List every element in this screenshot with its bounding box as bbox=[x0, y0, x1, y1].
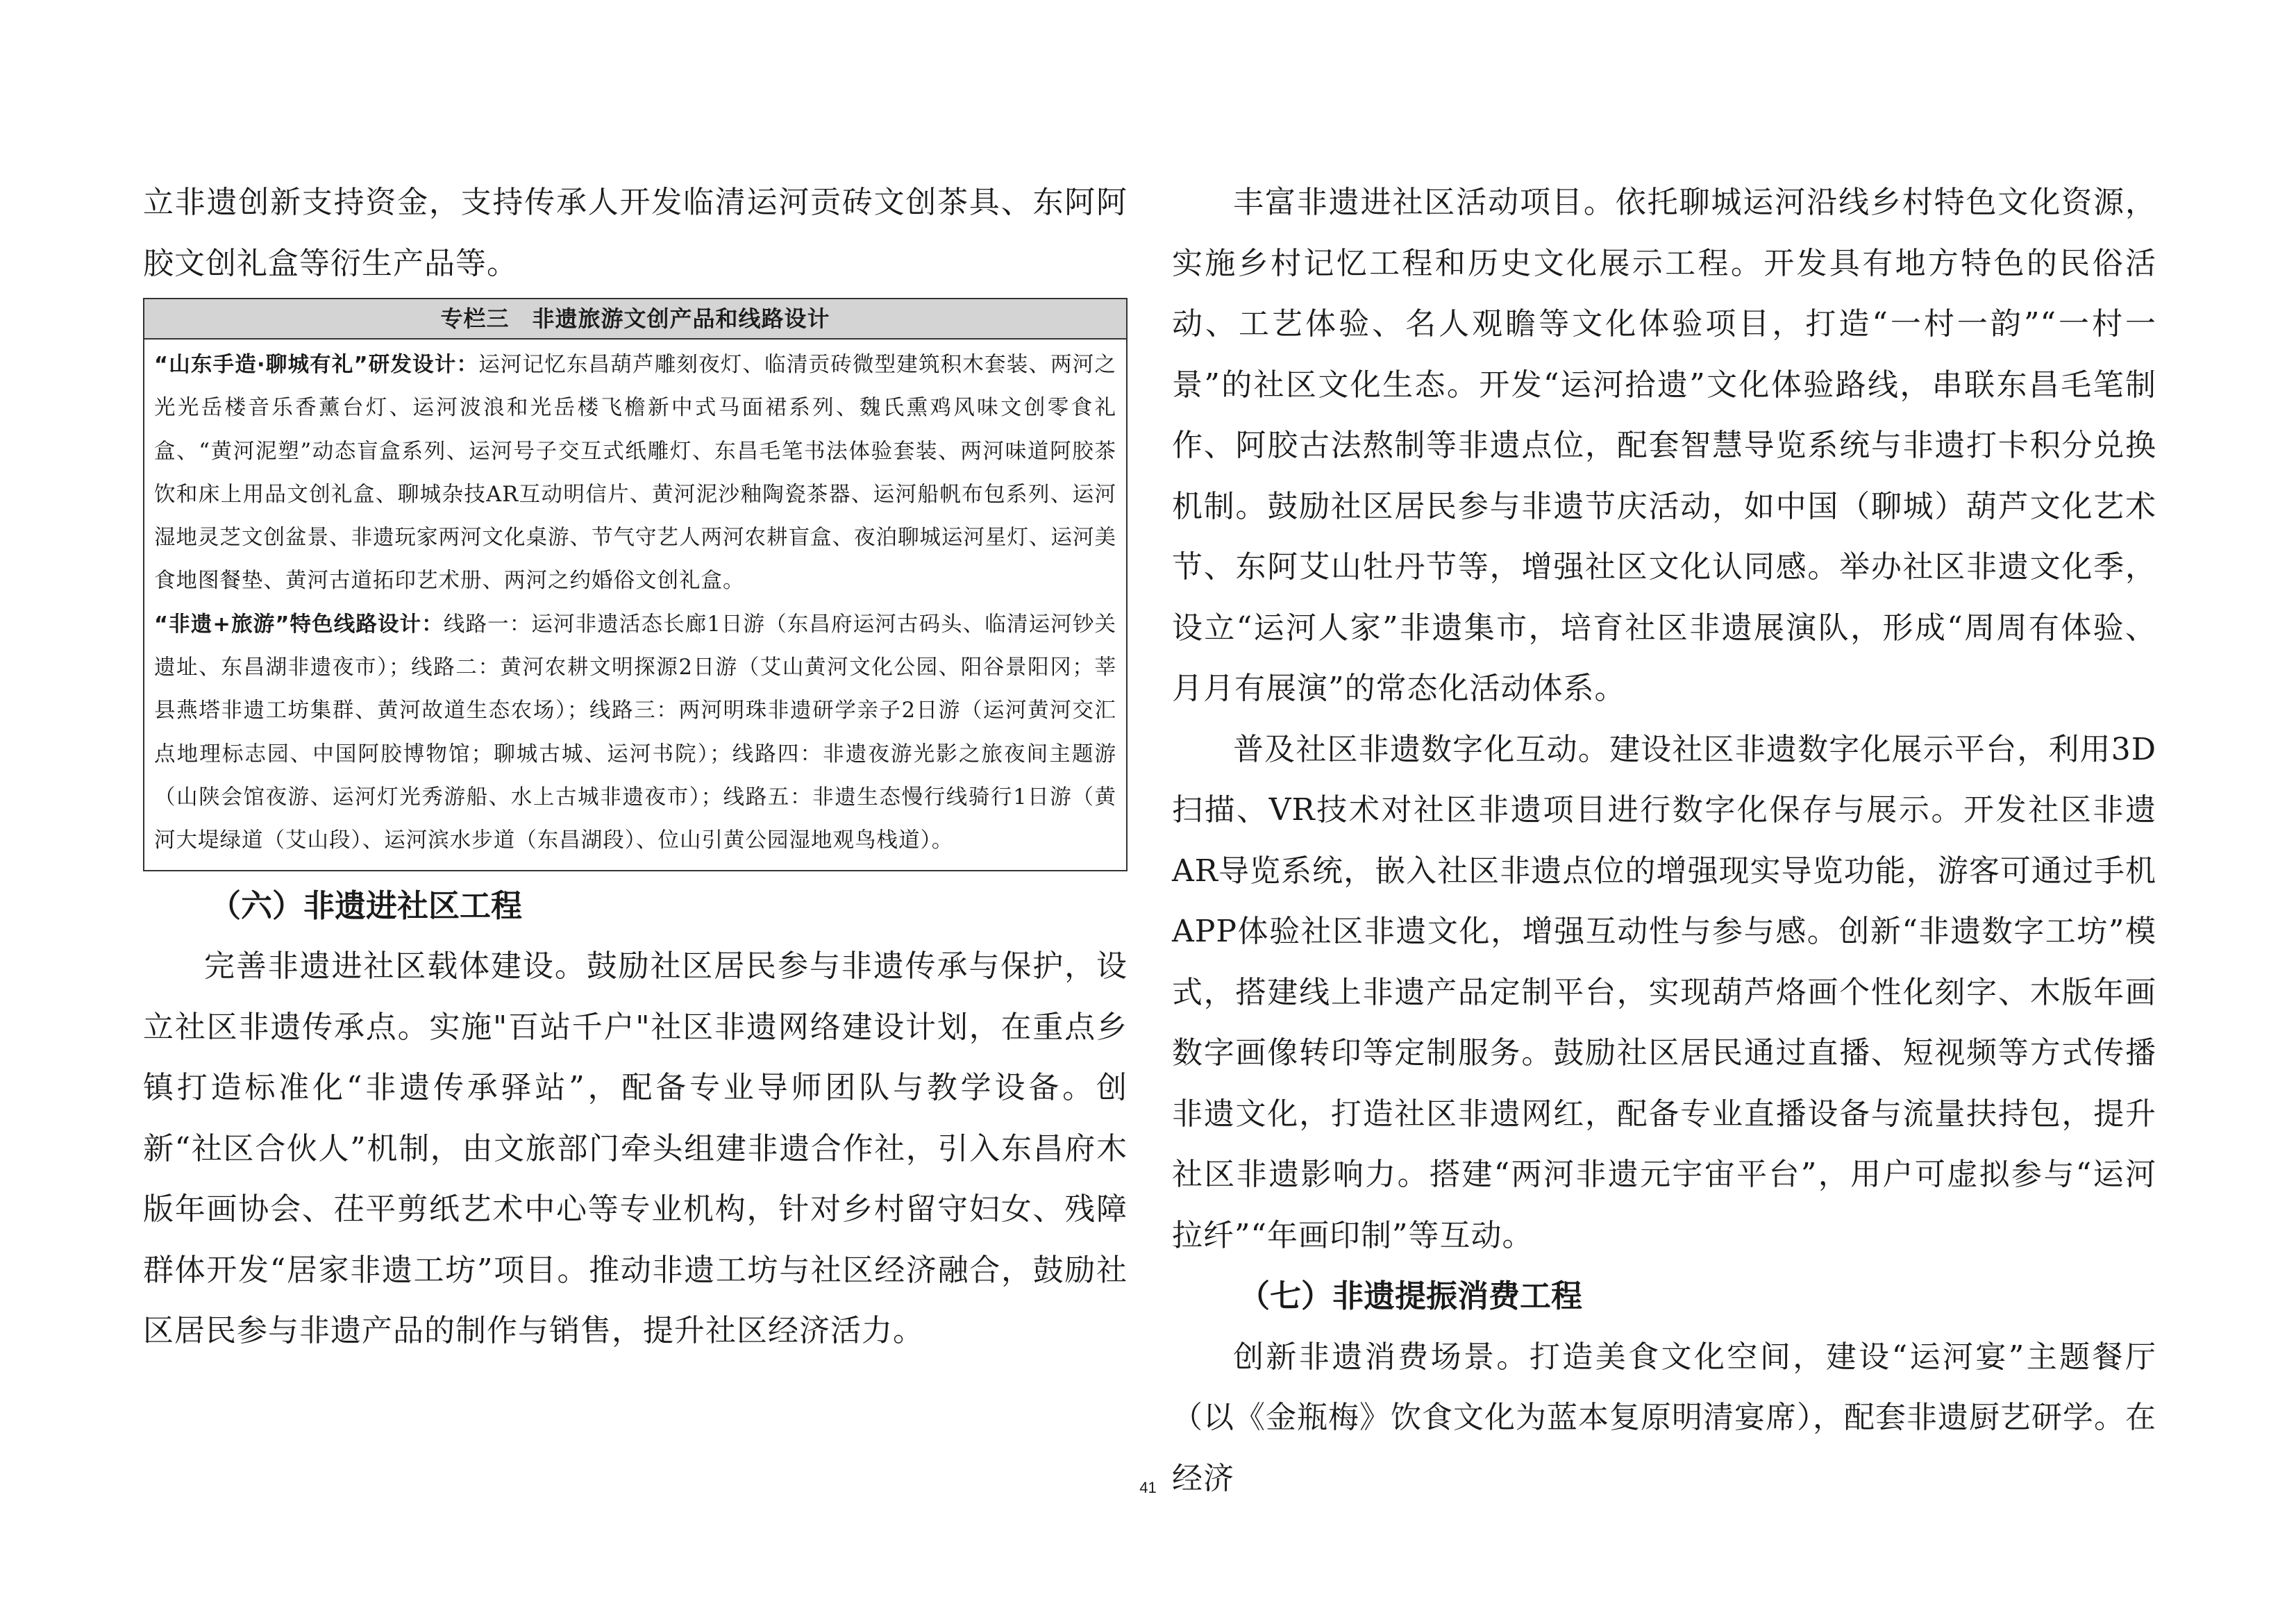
box-lead-products: “山东手造·聊城有礼”研发设计： bbox=[154, 353, 479, 377]
paragraph-consumption: 创新非遗消费场景。打造美食文化空间，建设“运河宴”主题餐厅（以《金瓶梅》饮食文化为蓝本复原明清宴席），配套非遗厨艺研学。在经济 bbox=[1172, 1339, 2156, 1496]
paragraph-activities: 丰富非遗进社区活动项目。依托聊城运河沿线乡村特色文化资源，实施乡村记忆工程和历史文化展示工程。开发具有地方特色的民俗活动、工艺体验、名人观瞻等文化体验项目，打造“一村一韵”“一村一景”的社区文化生态。开发“运河拾遗”文化体验路线，串联东昌毛笔制作、阿胶古法熬制等非遗点位，配套智慧导览系统与非遗打卡积分兑换机制。鼓励社区居民参与非遗节庆活动，如中国（聊城）葫芦文化艺术节、东阿艾山牡丹节等，增强社区文化认同感。举办社区非遗文化季，设立“运河人家”非遗集市，培育社区非遗展演队，形成“周周有体验、月月有展演”的常态化活动体系。 bbox=[1172, 185, 2156, 706]
box-text-routes: 线路一：运河非遗活态长廊1日游（东昌府运河古码头、临清运河钞关遗址、东昌湖非遗夜市）；线路二：黄河农耕文明探源2日游（艾山黄河文化公园、阳谷景阳冈；莘县燕塔非遗工坊集群、黄河故道生态农场）；线路三：两河明珠非遗研学亲子2日游（运河黄河交汇点地理标志园、中国阿胶博物馆；聊城古城、运河书院）；线路四：非遗夜游光影之旅夜间主题游（山陕会馆夜游、运河灯光秀游船、水上古城非遗夜市）；线路五：非遗生态慢行线骑行1日游（黄河大堤绿道（艾山段）、运河滨水步道（东昌湖段）、位山引黄公园湿地观鸟栈道）。 bbox=[154, 612, 1117, 853]
box-body bbox=[144, 340, 1126, 870]
section-heading-7: （七）非遗提振消费工程 bbox=[1239, 1278, 1583, 1314]
page-number: 41 bbox=[1139, 1479, 1157, 1496]
section-heading-6: （六）非遗进社区工程 bbox=[210, 887, 523, 924]
paragraph-community: 完善非遗进社区载体建设。鼓励社区居民参与非遗传承与保护，设立社区非遗传承点。实施"百站千户"社区非遗网络建设计划，在重点乡镇打造标准化“非遗传承驿站”，配备专业导师团队与教学设备。创新“社区合伙人”机制，由文旅部门牵头组建非遗合作社，引入东昌府木版年画协会、茌平剪纸艺术中心等专业机构，针对乡村留守妇女、残障群体开发“居家非遗工坊”项目。推动非遗工坊与社区经济融合，鼓励社区居民参与非遗产品的制作与销售，提升社区经济活力。 bbox=[143, 948, 1128, 1349]
right-column bbox=[1172, 172, 2156, 1509]
box-lead-routes: “非遗+旅游”特色线路设计： bbox=[154, 612, 444, 637]
paragraph-digital: 普及社区非遗数字化互动。建设社区非遗数字化展示平台，利用3D扫描、VR技术对社区非遗项目进行数字化保存与展示。开发社区非遗AR导览系统，嵌入社区非遗点位的增强现实导览功能，游客可通过手机APP体验社区非遗文化，增强互动性与参与感。创新“非遗数字工坊”模式，搭建线上非遗产品定制平台，实现葫芦烙画个性化刻字、木版年画数字画像转印等定制服务。鼓励社区居民通过直播、短视频等方式传播非遗文化，打造社区非遗网红，配备专业直播设备与流量扶持包，提升社区非遗影响力。搭建“两河非遗元宇宙平台”，用户可虚拟参与“运河拉纤”“年画印制”等互动。 bbox=[1172, 731, 2156, 1253]
column-box bbox=[143, 298, 1128, 871]
box-title: 专栏三 非遗旅游文创产品和线路设计 bbox=[144, 299, 1126, 340]
continued-paragraph: 立非遗创新支持资金，支持传承人开发临清运河贡砖文创茶具、东阿阿胶文创礼盒等衍生产品等。 bbox=[143, 185, 1128, 281]
box-paragraph-products bbox=[154, 344, 1116, 603]
box-text-products: 运河记忆东昌葫芦雕刻夜灯、临清贡砖微型建筑积木套装、两河之光光岳楼音乐香薰台灯、运河波浪和光岳楼飞檐新中式马面裙系列、魏氏熏鸡风味文创零食礼盒、“黄河泥塑”动态盲盒系列、运河号子交互式纸雕灯、东昌毛笔书法体验套装、两河味道阿胶茶饮和床上用品文创礼盒、聊城杂技AR互动明信片、黄河泥沙釉陶瓷茶器、运河船帆布包系列、运河湿地灵芝文创盆景、非遗玩家两河文化桌游、节气守艺人两河农耕盲盒、夜泊聊城运河星灯、运河美食地图餐垫、黄河古道拓印艺术册、两河之约婚俗文创礼盒。 bbox=[154, 353, 1116, 594]
left-column bbox=[143, 172, 1128, 1362]
box-paragraph-routes bbox=[154, 603, 1116, 863]
